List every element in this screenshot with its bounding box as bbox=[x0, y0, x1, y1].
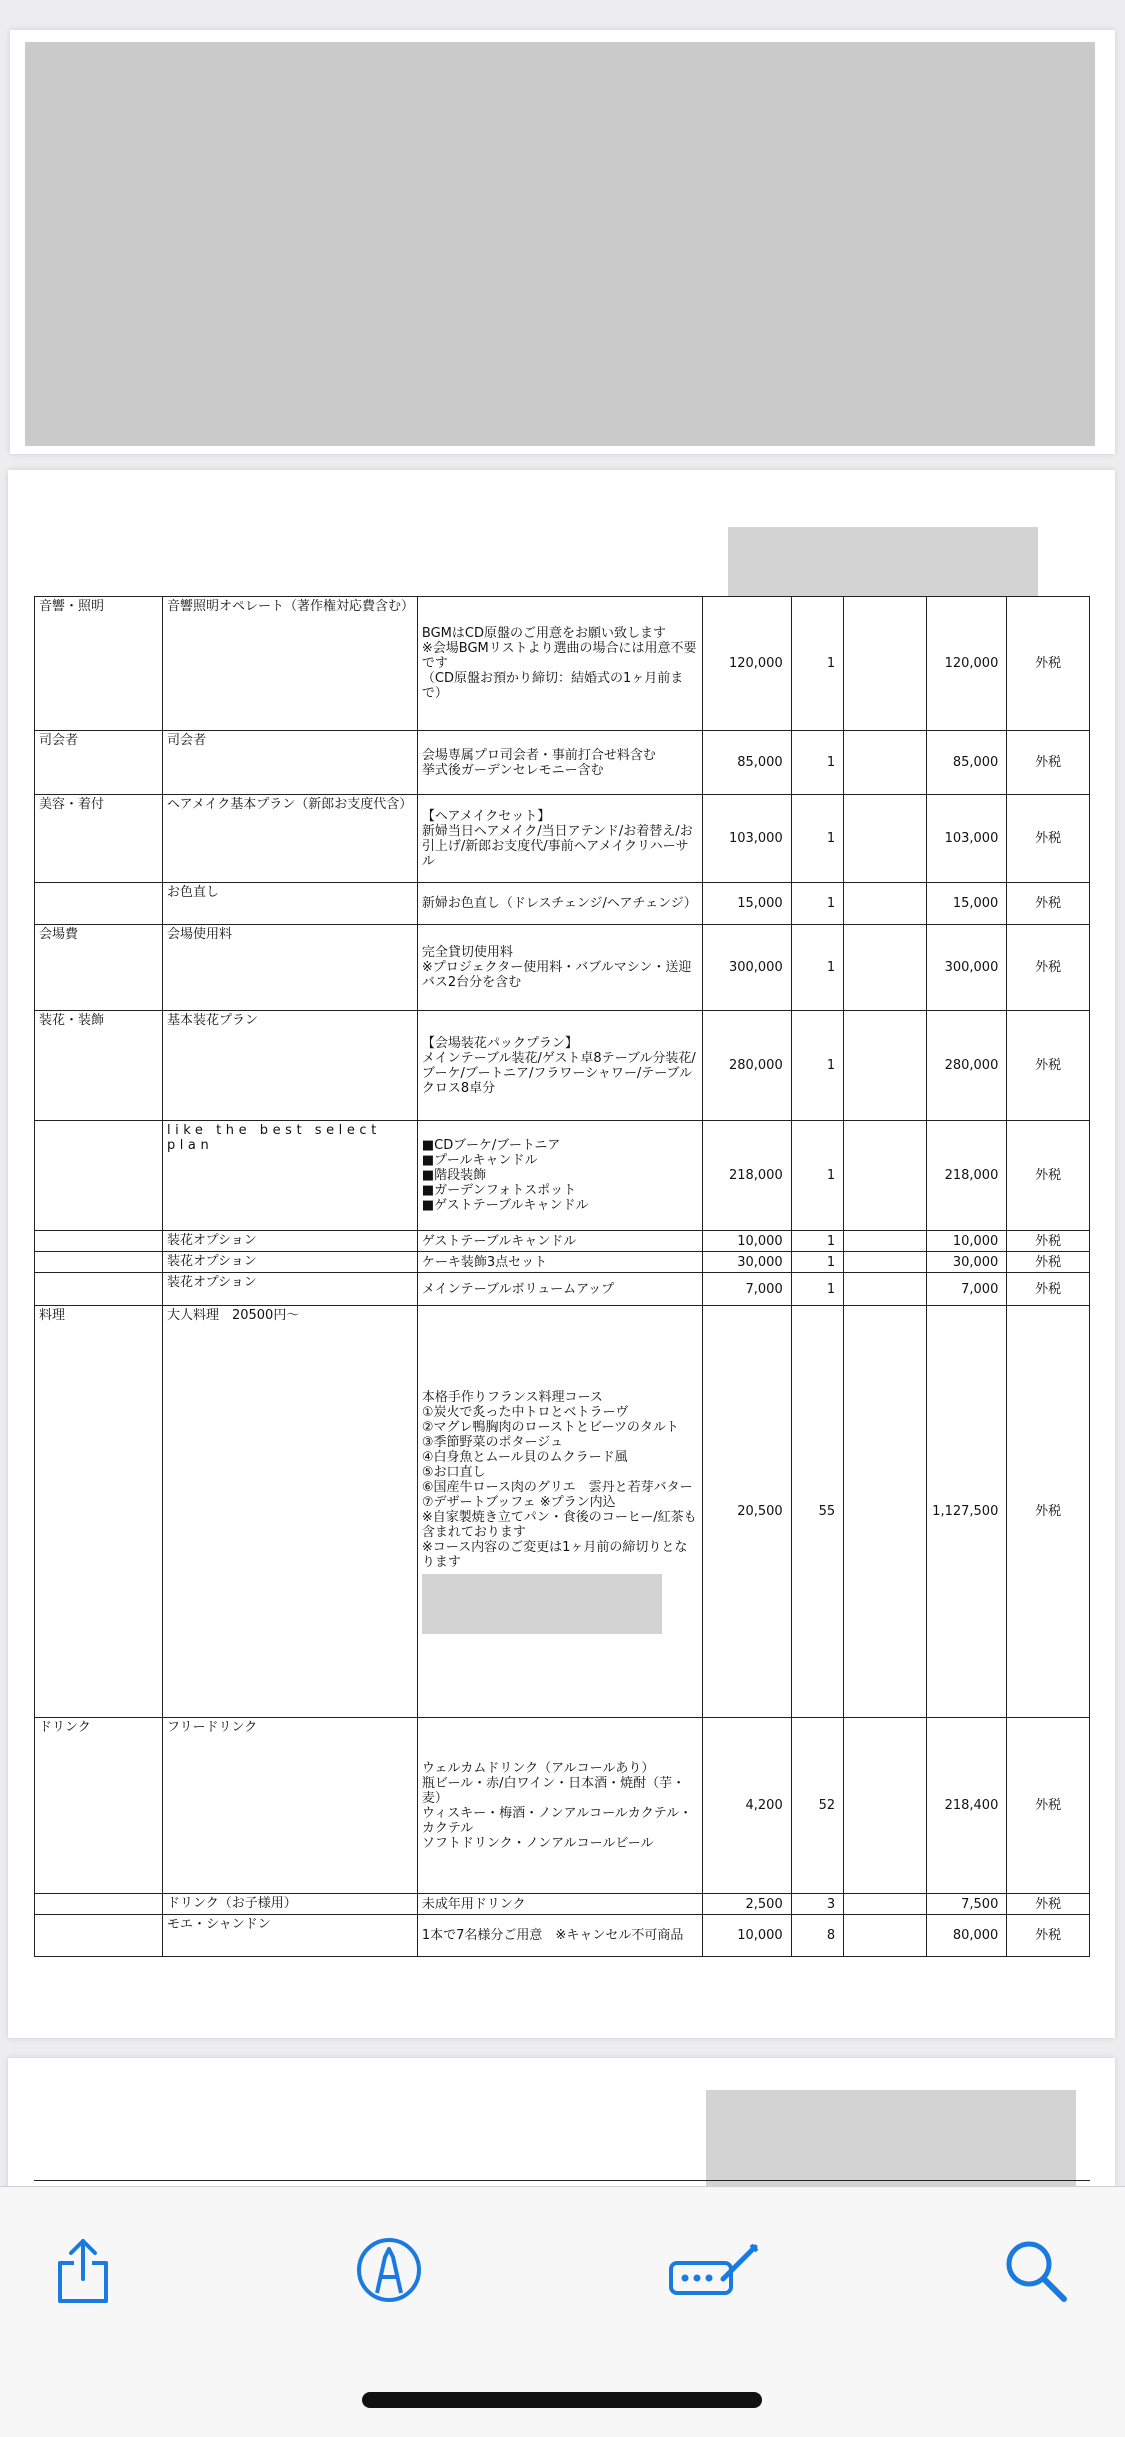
blank-cell bbox=[844, 795, 927, 883]
item-text: 大人料理 20500円〜 bbox=[166, 1308, 300, 1323]
tax-text: 外税 bbox=[1035, 896, 1062, 911]
amount-text: 280,000 bbox=[944, 1058, 999, 1073]
description-cell bbox=[417, 925, 702, 1011]
description-line: ②マグレ鴨胸肉のローストとビーツのタルト bbox=[421, 1419, 679, 1435]
amount-text: 103,000 bbox=[944, 831, 999, 846]
table-row bbox=[35, 1273, 1090, 1306]
blank-cell bbox=[844, 1011, 927, 1121]
item-text: ドリンク（お子様用） bbox=[166, 1896, 297, 1911]
unit-price-text: 20,500 bbox=[737, 1504, 783, 1519]
amount-cell bbox=[926, 1306, 1007, 1718]
quantity-text: 1 bbox=[826, 896, 836, 911]
unit-price-cell bbox=[703, 1915, 792, 1957]
category-cell bbox=[35, 795, 163, 883]
category-cell bbox=[35, 1894, 163, 1915]
amount-cell bbox=[926, 1718, 1007, 1894]
quantity-text: 1 bbox=[826, 960, 836, 975]
tax-text: 外税 bbox=[1035, 1168, 1062, 1183]
tax-cell bbox=[1007, 925, 1090, 1011]
description-line: ①炭火で炙った中トロとベトラーヴ bbox=[421, 1404, 629, 1420]
quantity-text: 1 bbox=[826, 1233, 836, 1249]
description-cell bbox=[417, 1121, 702, 1231]
amount-cell bbox=[926, 925, 1007, 1011]
table-row bbox=[35, 731, 1090, 795]
item-cell bbox=[162, 1273, 417, 1306]
description-line: ■階段装飾 bbox=[421, 1168, 487, 1183]
quantity-cell bbox=[791, 597, 843, 731]
quantity-text: 1 bbox=[826, 1254, 836, 1270]
blank-cell bbox=[844, 1894, 927, 1915]
item-text: 装花オプション bbox=[166, 1254, 257, 1269]
amount-text: 7,000 bbox=[961, 1281, 999, 1297]
description-cell bbox=[417, 1252, 702, 1273]
tax-text: 外税 bbox=[1035, 960, 1062, 975]
description-cell bbox=[417, 731, 702, 795]
category-text: ドリンク bbox=[39, 1720, 91, 1735]
item-cell bbox=[162, 1121, 417, 1231]
category-cell bbox=[35, 731, 163, 795]
table-row bbox=[35, 1231, 1090, 1252]
description-line: BGMはCD原盤のご用意をお願い致します bbox=[421, 626, 666, 641]
amount-cell bbox=[926, 1894, 1007, 1915]
category-cell bbox=[35, 1252, 163, 1273]
blank-cell bbox=[844, 1915, 927, 1957]
item-cell bbox=[162, 1306, 417, 1718]
home-indicator[interactable] bbox=[362, 2392, 762, 2408]
category-text: 美容・着付 bbox=[39, 797, 105, 812]
tax-cell bbox=[1007, 1231, 1090, 1252]
unit-price-text: 2,500 bbox=[745, 1896, 783, 1912]
category-cell bbox=[35, 1011, 163, 1121]
description-line: 挙式後ガーデンセレモニー含む bbox=[421, 762, 604, 778]
description-line: （CD原盤お預かり締切：結婚式の1ヶ月前まで） bbox=[421, 671, 684, 701]
item-cell bbox=[162, 597, 417, 731]
description-line: ※コース内容のご変更は1ヶ月前の締切りとなります bbox=[421, 1539, 688, 1570]
unit-price-cell bbox=[703, 1121, 792, 1231]
unit-price-text: 103,000 bbox=[728, 831, 783, 846]
tax-cell bbox=[1007, 1718, 1090, 1894]
blank-cell bbox=[844, 1121, 927, 1231]
tax-cell bbox=[1007, 1306, 1090, 1718]
tax-text: 外税 bbox=[1035, 1896, 1062, 1912]
category-text: 料理 bbox=[39, 1308, 66, 1323]
unit-price-cell bbox=[703, 1894, 792, 1915]
description-line: ゲストテーブルキャンドル bbox=[421, 1233, 577, 1249]
markup-button[interactable] bbox=[354, 2235, 424, 2305]
description-cell bbox=[417, 795, 702, 883]
signature-button[interactable] bbox=[665, 2235, 765, 2305]
amount-text: 300,000 bbox=[944, 960, 999, 975]
unit-price-cell bbox=[703, 731, 792, 795]
table-row bbox=[35, 1121, 1090, 1231]
unit-price-text: 30,000 bbox=[737, 1254, 783, 1270]
item-cell bbox=[162, 795, 417, 883]
category-cell bbox=[35, 597, 163, 731]
category-cell bbox=[35, 925, 163, 1011]
share-button[interactable] bbox=[48, 2235, 118, 2305]
item-cell bbox=[162, 1011, 417, 1121]
blank-cell bbox=[844, 1231, 927, 1252]
table-row bbox=[35, 1894, 1090, 1915]
quantity-text: 1 bbox=[826, 1058, 836, 1073]
unit-price-cell bbox=[703, 1011, 792, 1121]
tax-cell bbox=[1007, 795, 1090, 883]
amount-cell bbox=[926, 597, 1007, 731]
unit-price-text: 10,000 bbox=[737, 1928, 783, 1943]
description-cell bbox=[417, 1011, 702, 1121]
amount-text: 1,127,500 bbox=[932, 1504, 999, 1519]
tax-cell bbox=[1007, 597, 1090, 731]
description-line: ⑤お口直し bbox=[421, 1464, 486, 1480]
amount-text: 120,000 bbox=[944, 656, 999, 671]
unit-price-cell bbox=[703, 795, 792, 883]
unit-price-cell bbox=[703, 1306, 792, 1718]
amount-text: 30,000 bbox=[952, 1254, 999, 1270]
item-cell bbox=[162, 1231, 417, 1252]
description-line: ウェルカムドリンク（アルコールあり） bbox=[421, 1760, 655, 1776]
table-row bbox=[35, 597, 1090, 731]
category-cell bbox=[35, 1121, 163, 1231]
quantity-text: 1 bbox=[826, 1168, 836, 1183]
quantity-cell bbox=[791, 1252, 843, 1273]
category-cell bbox=[35, 1915, 163, 1957]
table-row bbox=[35, 1011, 1090, 1121]
search-icon bbox=[1000, 2235, 1070, 2305]
amount-cell bbox=[926, 1121, 1007, 1231]
amount-text: 80,000 bbox=[952, 1928, 999, 1943]
table-row bbox=[35, 883, 1090, 925]
quantity-text: 55 bbox=[818, 1504, 836, 1519]
amount-cell bbox=[926, 795, 1007, 883]
description-line: 本格手作りフランス料理コース bbox=[421, 1389, 603, 1405]
item-cell bbox=[162, 1718, 417, 1894]
category-cell bbox=[35, 1231, 163, 1252]
share-icon bbox=[52, 2235, 114, 2305]
description-line: ※プロジェクター使用料・バブルマシン・送迎バス2台分を含む bbox=[421, 960, 692, 990]
item-cell bbox=[162, 731, 417, 795]
tax-text: 外税 bbox=[1035, 1928, 1062, 1943]
category-text: 会場費 bbox=[39, 927, 79, 942]
quantity-cell bbox=[791, 731, 843, 795]
tax-cell bbox=[1007, 1273, 1090, 1306]
redacted-header bbox=[706, 2090, 1076, 2194]
unit-price-cell bbox=[703, 1252, 792, 1273]
amount-text: 7,500 bbox=[961, 1896, 999, 1912]
redacted-image bbox=[422, 1574, 662, 1634]
quantity-cell bbox=[791, 1894, 843, 1915]
description-line: ケーキ装飾3点セット bbox=[421, 1254, 548, 1270]
description-line: 未成年用ドリンク bbox=[421, 1896, 526, 1912]
item-text: 装花オプション bbox=[166, 1233, 257, 1248]
unit-price-cell bbox=[703, 1231, 792, 1252]
amount-cell bbox=[926, 1231, 1007, 1252]
amount-text: 85,000 bbox=[952, 755, 999, 770]
tax-text: 外税 bbox=[1035, 1281, 1062, 1297]
signature-icon bbox=[667, 2235, 763, 2305]
quantity-cell bbox=[791, 1718, 843, 1894]
description-line: メインテーブル装花/ゲスト卓8テーブル分装花/ブーケ/ブートニア/フラワーシャワー/テーブルクロス8卓分 bbox=[421, 1050, 696, 1096]
description-line: ■ゲストテーブルキャンドル bbox=[421, 1198, 589, 1213]
category-text: 音響・照明 bbox=[39, 599, 105, 614]
quantity-cell bbox=[791, 1915, 843, 1957]
unit-price-text: 300,000 bbox=[728, 960, 783, 975]
description-line: ⑦デザートブッフェ ※プラン内込 bbox=[421, 1494, 616, 1510]
unit-price-cell bbox=[703, 1273, 792, 1306]
description-line: ⑥国産牛ロース肉のグリエ 雲丹と若芽バター bbox=[421, 1479, 693, 1495]
amount-cell bbox=[926, 731, 1007, 795]
estimate-table bbox=[34, 596, 1090, 1957]
quantity-cell bbox=[791, 925, 843, 1011]
amount-cell bbox=[926, 1273, 1007, 1306]
item-text: フリードリンク bbox=[166, 1720, 258, 1735]
unit-price-cell bbox=[703, 1718, 792, 1894]
quantity-cell bbox=[791, 1306, 843, 1718]
blank-cell bbox=[844, 883, 927, 925]
amount-cell bbox=[926, 883, 1007, 925]
description-line: 1本で7名様分ご用意 ※キャンセル不可商品 bbox=[421, 1928, 684, 1943]
description-line: ■ガーデンフォトスポット bbox=[421, 1183, 577, 1198]
description-line: 【ヘアメイクセット】 bbox=[421, 808, 551, 824]
amount-text: 218,400 bbox=[944, 1798, 999, 1813]
table-top-border bbox=[34, 2180, 1090, 2185]
quantity-cell bbox=[791, 795, 843, 883]
unit-price-text: 218,000 bbox=[728, 1168, 783, 1183]
quantity-cell bbox=[791, 1231, 843, 1252]
description-line: 新婦お色直し（ドレスチェンジ/ヘアチェンジ） bbox=[421, 896, 697, 911]
tax-text: 外税 bbox=[1035, 831, 1062, 846]
blank-cell bbox=[844, 1306, 927, 1718]
tax-text: 外税 bbox=[1035, 755, 1062, 770]
description-line: ※会場BGMリストより選曲の場合には用意不要です bbox=[421, 641, 697, 671]
description-line: 瓶ビール・赤/白ワイン・日本酒・焼酎（芋・麦） bbox=[421, 1775, 686, 1806]
description-line: ■CDブーケ/ブートニア bbox=[421, 1138, 561, 1153]
description-cell bbox=[417, 1894, 702, 1915]
description-cell bbox=[417, 1231, 702, 1252]
category-cell bbox=[35, 1273, 163, 1306]
item-cell bbox=[162, 1894, 417, 1915]
tax-text: 外税 bbox=[1035, 1058, 1062, 1073]
description-cell bbox=[417, 1718, 702, 1894]
tax-cell bbox=[1007, 1121, 1090, 1231]
description-line: ③季節野菜のポタージュ bbox=[421, 1434, 564, 1450]
unit-price-text: 85,000 bbox=[737, 755, 783, 770]
description-line: 新婦当日ヘアメイク/当日アテンド/お着替え/お引上げ/新郎お支度代/事前ヘアメイクリハーサル bbox=[421, 823, 693, 869]
category-text: 司会者 bbox=[39, 733, 79, 748]
unit-price-cell bbox=[703, 883, 792, 925]
unit-price-text: 4,200 bbox=[745, 1798, 783, 1813]
blank-cell bbox=[844, 1252, 927, 1273]
redacted-area bbox=[25, 42, 1095, 446]
description-line: ■プールキャンドル bbox=[421, 1153, 538, 1168]
amount-cell bbox=[926, 1915, 1007, 1957]
item-text: お色直し bbox=[166, 885, 219, 900]
item-cell bbox=[162, 883, 417, 925]
amount-cell bbox=[926, 1252, 1007, 1273]
table-row bbox=[35, 925, 1090, 1011]
description-cell bbox=[417, 1273, 702, 1306]
amount-text: 218,000 bbox=[944, 1168, 999, 1183]
tax-text: 外税 bbox=[1035, 1798, 1062, 1813]
unit-price-text: 280,000 bbox=[728, 1058, 783, 1073]
quantity-cell bbox=[791, 1011, 843, 1121]
tax-cell bbox=[1007, 1894, 1090, 1915]
quantity-text: 52 bbox=[818, 1798, 836, 1813]
quantity-text: 1 bbox=[826, 831, 836, 846]
markup-pen-icon bbox=[354, 2235, 424, 2305]
description-cell bbox=[417, 1306, 702, 1718]
unit-price-cell bbox=[703, 597, 792, 731]
unit-price-text: 15,000 bbox=[737, 896, 783, 911]
quantity-text: 1 bbox=[826, 1281, 836, 1297]
unit-price-text: 120,000 bbox=[728, 656, 783, 671]
quantity-cell bbox=[791, 1121, 843, 1231]
amount-text: 10,000 bbox=[952, 1233, 999, 1249]
item-text: モエ・シャンドン bbox=[166, 1917, 271, 1932]
unit-price-cell bbox=[703, 925, 792, 1011]
tax-text: 外税 bbox=[1035, 1254, 1062, 1270]
description-line: ウィスキー・梅酒・ノンアルコールカクテル・カクテル bbox=[421, 1805, 693, 1836]
pdf-page-2 bbox=[8, 470, 1115, 2038]
description-cell bbox=[417, 1915, 702, 1957]
table-row bbox=[35, 1915, 1090, 1957]
description-line: 完全貸切使用料 bbox=[421, 945, 513, 960]
blank-cell bbox=[844, 925, 927, 1011]
blank-cell bbox=[844, 1718, 927, 1894]
category-text: 装花・装飾 bbox=[39, 1013, 105, 1028]
item-cell bbox=[162, 1915, 417, 1957]
category-cell bbox=[35, 1718, 163, 1894]
quantity-text: 1 bbox=[826, 755, 836, 770]
blank-cell bbox=[844, 597, 927, 731]
item-text: 装花オプション bbox=[166, 1275, 257, 1290]
description-cell bbox=[417, 883, 702, 925]
description-line: 【会場装花パックプラン】 bbox=[421, 1035, 578, 1051]
table-row bbox=[35, 1718, 1090, 1894]
search-button[interactable] bbox=[1000, 2235, 1070, 2305]
item-text: like the best select plan bbox=[166, 1123, 381, 1153]
table-row bbox=[35, 795, 1090, 883]
quantity-text: 8 bbox=[826, 1928, 836, 1943]
tax-text: 外税 bbox=[1035, 1233, 1062, 1249]
description-line: 会場専属プロ司会者・事前打合せ料含む bbox=[421, 747, 656, 763]
description-line: メインテーブルボリュームアップ bbox=[421, 1281, 615, 1297]
description-cell bbox=[417, 597, 702, 731]
description-line: ※自家製焼き立てパン・食後のコーヒー/紅茶も含まれております bbox=[421, 1509, 697, 1540]
unit-price-text: 7,000 bbox=[745, 1281, 783, 1297]
item-cell bbox=[162, 1252, 417, 1273]
description-line: ④白身魚とムール貝のムクラード風 bbox=[421, 1449, 628, 1465]
pdf-page-1 bbox=[10, 30, 1115, 454]
description-line: ソフトドリンク・ノンアルコールビール bbox=[421, 1835, 654, 1851]
table-row bbox=[35, 1306, 1090, 1718]
quantity-text: 3 bbox=[826, 1896, 836, 1912]
tax-cell bbox=[1007, 731, 1090, 795]
item-text: 司会者 bbox=[166, 733, 206, 748]
category-cell bbox=[35, 883, 163, 925]
item-cell bbox=[162, 925, 417, 1011]
tax-cell bbox=[1007, 1252, 1090, 1273]
item-text: 会場使用料 bbox=[166, 927, 232, 942]
tax-text: 外税 bbox=[1035, 656, 1062, 671]
tax-text: 外税 bbox=[1035, 1504, 1062, 1519]
category-cell bbox=[35, 1306, 163, 1718]
item-text: 基本装花プラン bbox=[166, 1013, 258, 1028]
quantity-cell bbox=[791, 1273, 843, 1306]
amount-text: 15,000 bbox=[952, 896, 999, 911]
unit-price-text: 10,000 bbox=[737, 1233, 783, 1249]
amount-cell bbox=[926, 1011, 1007, 1121]
tax-cell bbox=[1007, 1011, 1090, 1121]
tax-cell bbox=[1007, 1915, 1090, 1957]
quantity-cell bbox=[791, 883, 843, 925]
blank-cell bbox=[844, 1273, 927, 1306]
redacted-header bbox=[728, 527, 1038, 597]
blank-cell bbox=[844, 731, 927, 795]
item-text: 音響照明オペレート（著作権対応費含む） bbox=[166, 599, 414, 614]
item-text: ヘアメイク基本プラン（新郎お支度代含） bbox=[166, 797, 413, 812]
tax-cell bbox=[1007, 883, 1090, 925]
table-row bbox=[35, 1252, 1090, 1273]
quantity-text: 1 bbox=[826, 656, 836, 671]
